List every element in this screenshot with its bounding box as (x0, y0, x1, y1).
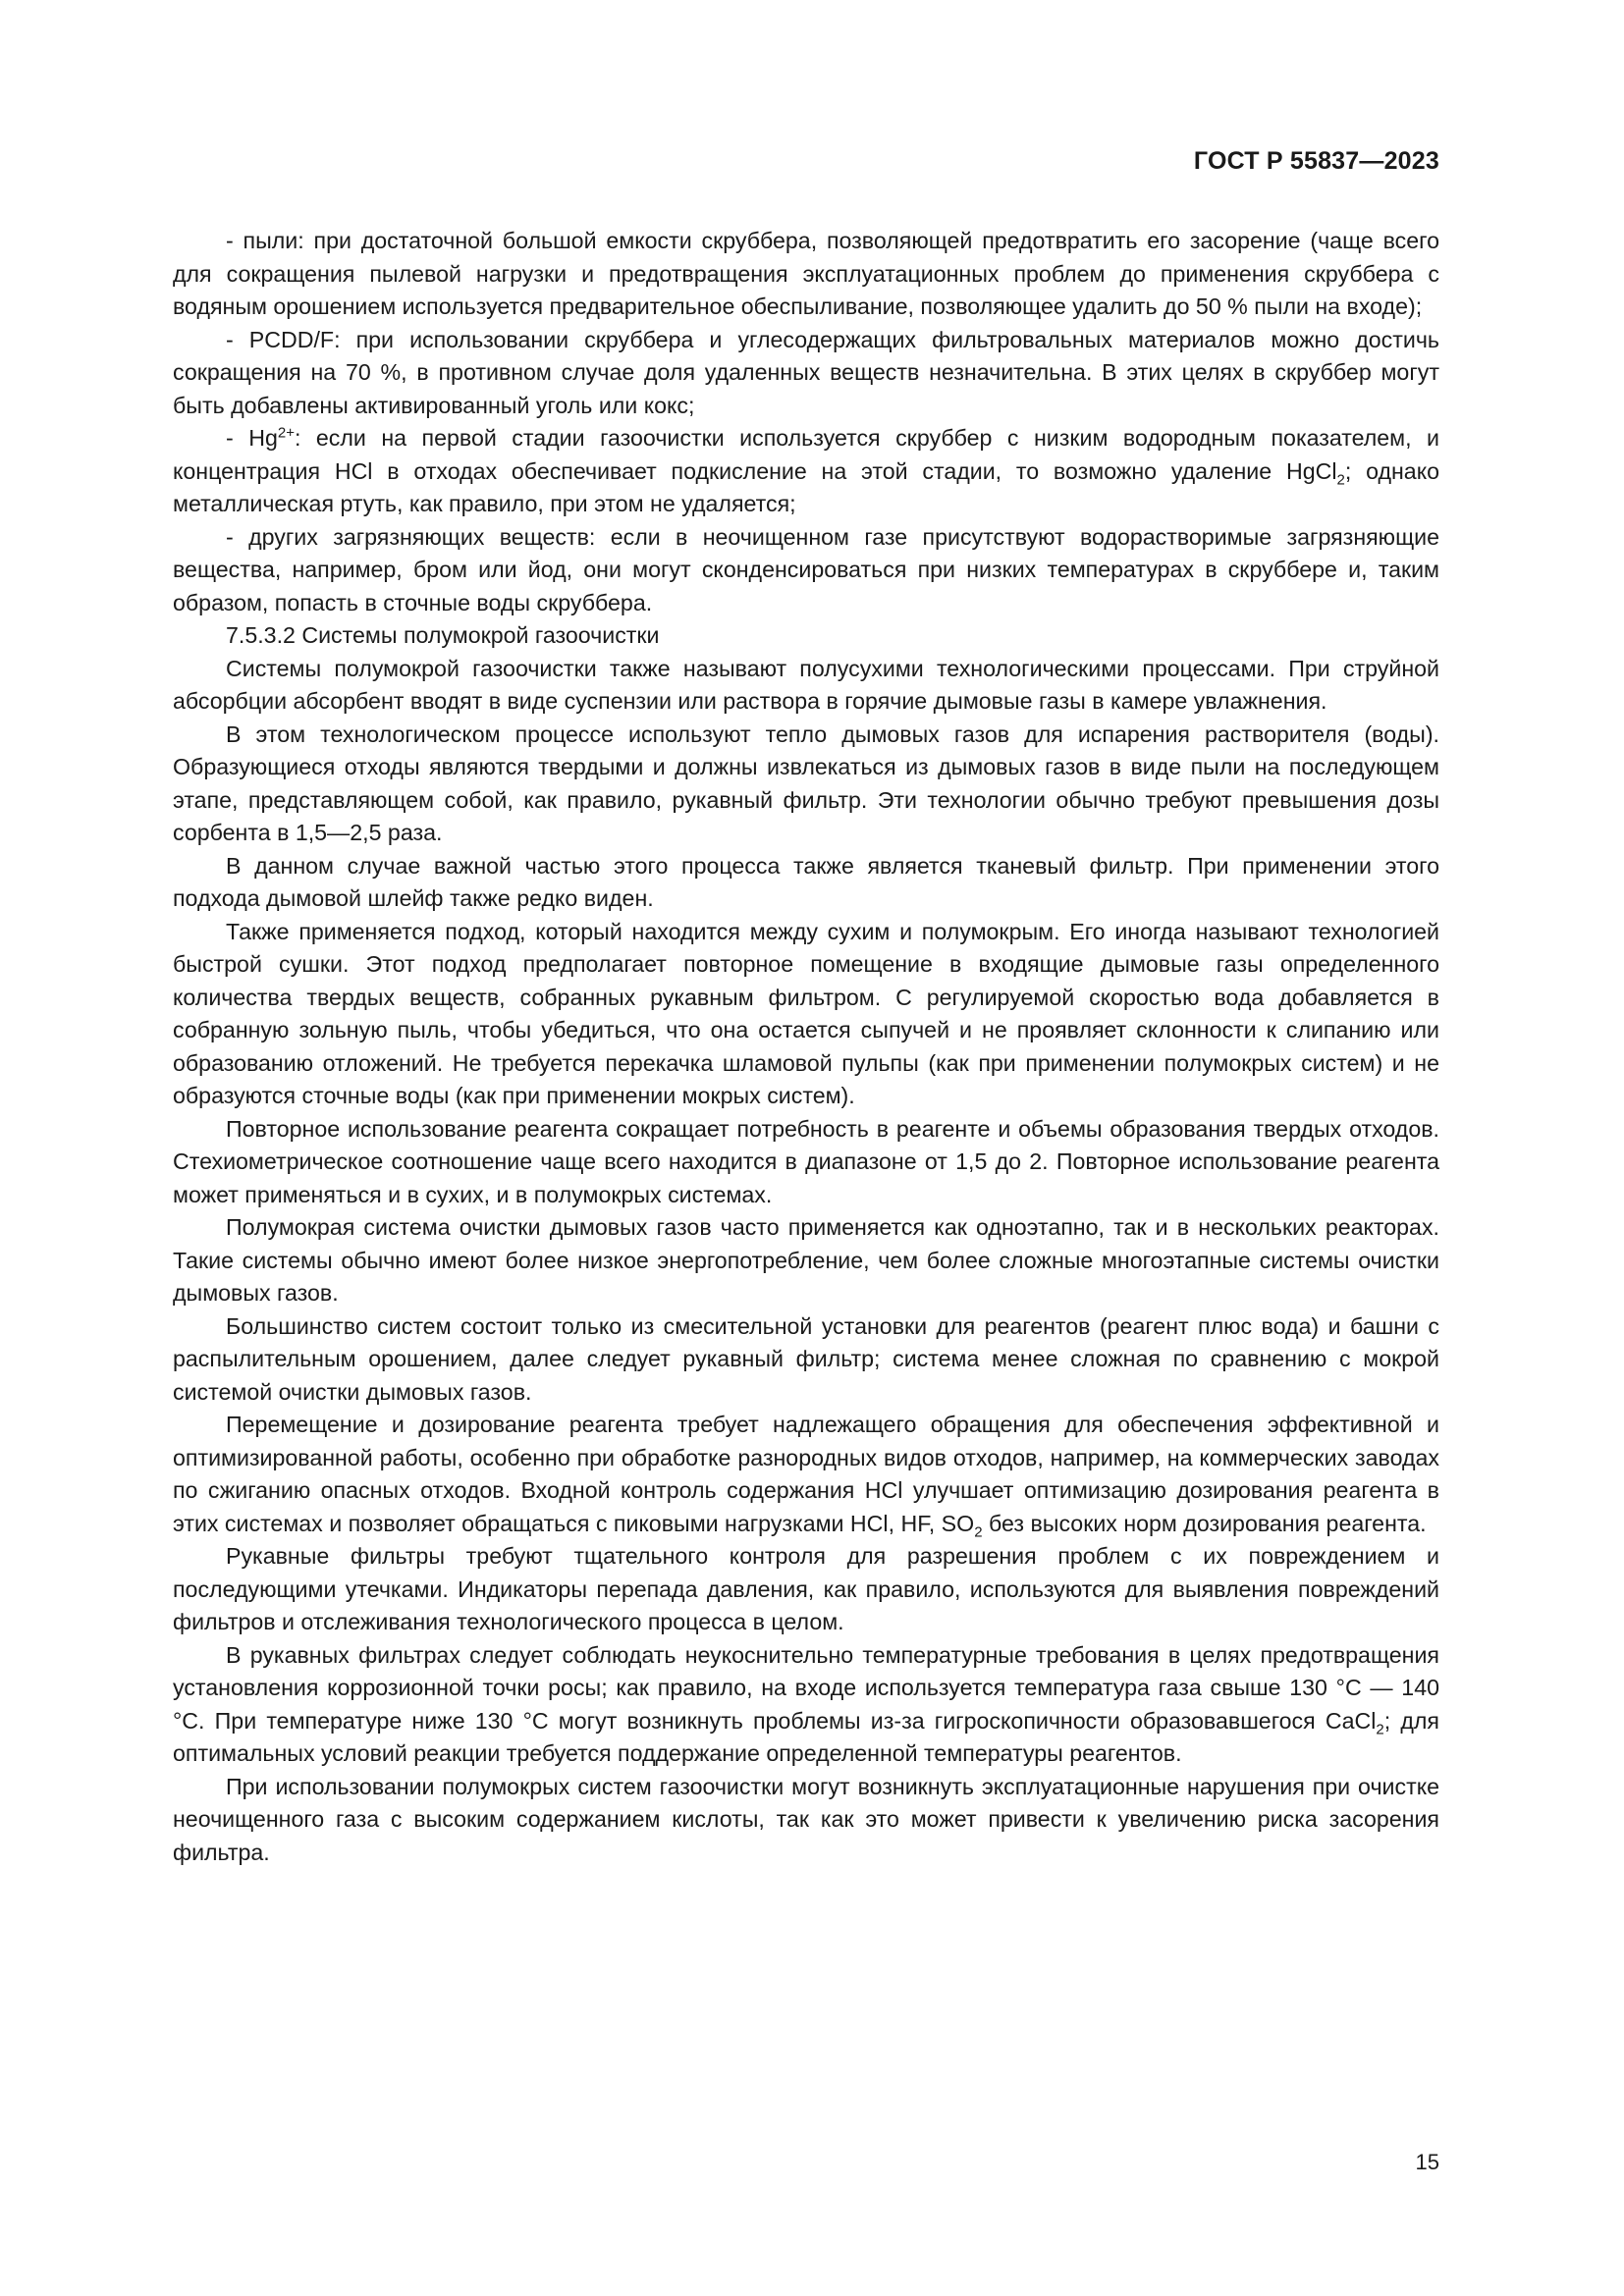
paragraph-hg (173, 422, 1439, 521)
p8-subscript: 2 (974, 1523, 983, 1541)
hg-prefix: - Hg (226, 425, 278, 451)
hg-subscript: 2 (1336, 471, 1345, 489)
paragraph-10 (173, 1639, 1439, 1771)
paragraph-dust: - пыли: при достаточной большой емкости скруббера, позволяющей предотвратить его засорение (чаще всего для сокращения пылевой нагрузки и предотвращения эксплуатационных проблем до применения скруббера с водяным орошением используется предварительное обеспыливание, позволяющее удалить до 50 % пыли на входе); (173, 228, 1439, 319)
paragraph-other: - других загрязняющих веществ: если в неочищенном газе присутствуют водорастворимые загрязняющие вещества, например, бром или йод, они могут сконденсироваться при низких температурах в скруббере и, таким образом, попасть в сточные воды скруббера. (173, 523, 1439, 615)
paragraph-9: Рукавные фильтры требуют тщательного контроля для разрешения проблем с их повреждением и последующими утечками. Индикаторы перепада давления, как правило, используются для выявления повреждений фильтров и отслеживания технологического процесса в целом. (173, 1543, 1439, 1634)
p10-subscript: 2 (1376, 1721, 1384, 1738)
paragraph-1: Системы полумокрой газоочистки также называют полусухими технологическими процессами. При струйной абсорбции абсорбент вводят в виде суспензии или раствора в горячие дымовые газы в камере увлажнения. (173, 655, 1439, 714)
hg-text-2: ; однако металлическая ртуть, как правило, при этом не удаляется; (173, 457, 1439, 516)
page-number: 15 (1415, 2150, 1439, 2174)
page-body (173, 225, 1439, 1869)
paragraph-7: Большинство систем состоит только из смесительной установки для реагентов (реагент плюс вода) и башни с распылительным орошением, далее следует рукавный фильтр; система менее сложная по сравнению с мокрой системой очистки дымовых газов. (173, 1312, 1439, 1405)
section-heading: 7.5.3.2 Системы полумокрой газоочистки (226, 622, 660, 648)
p8-text-2: без высоких норм дозирования реагента. (982, 1510, 1427, 1536)
paragraph-6: Полумокрая система очистки дымовых газов часто применяется как одноэтапно, так и в нескольких реакторах. Такие системы обычно имеют более низкое энергопотребление, чем более сложные многоэтапные системы очистки дымовых газов. (173, 1214, 1439, 1306)
paragraph-8 (173, 1409, 1439, 1540)
paragraph-11: При использовании полумокрых систем газоочистки могут возникнуть эксплуатационные нарушения при очистке неочищенного газа с высоким содержанием кислоты, так как это может привести к увеличению риска засорения фильтра. (173, 1773, 1439, 1865)
paragraph-2: В этом технологическом процессе используют тепло дымовых газов для испарения растворителя (воды). Образующиеся отходы являются твердыми и должны извлекаться из дымовых газов в виде пыли на последующем этапе, представляющем собой, как правило, рукавный фильтр. Эти технологии обычно требуют превышения дозы сорбента в 1,5—2,5 раза. (173, 721, 1439, 845)
paragraph-3: В данном случае важной частью этого процесса также является тканевый фильтр. При применении этого подхода дымовой шлейф также редко виден. (173, 852, 1439, 911)
p8-text-1: Перемещение и дозирование реагента требует надлежащего обращения для обеспечения эффективной и оптимизированной работы, особенно при обработке разнородных видов отходов, например, на коммерческих заводах по сжиганию опасных отходов. Входной контроль содержания HCl улучшает оптимизацию дозирования реагента в этих системах и позволяет обращаться с пиковыми нагрузками HCl, HF, SO (173, 1412, 1439, 1536)
p10-text-2: ; для оптимальных условий реакции требуется поддержание определенной температуры реагентов. (173, 1707, 1439, 1766)
standard-id: ГОСТ Р 55837—2023 (1193, 147, 1439, 175)
paragraph-4: Также применяется подход, который находится между сухим и полумокрым. Его иногда называют технологией быстрой сушки. Этот подход предполагает повторное помещение в входящие дымовые газы определенного количества твердых веществ, собранных рукавным фильтром. С регулируемой скоростью вода добавляется в собранную зольную пыль, чтобы убедиться, что она остается сыпучей и не проявляет склонности к слипанию или образованию отложений. Не требуется перекачка шламовой пульпы (как при применении полумокрых систем) и не образуются сточные воды (как при применении мокрых систем). (173, 918, 1439, 1108)
paragraph-pcdd: - PCDD/F: при использовании скруббера и углесодержащих фильтровальных материалов можно достичь сокращения на 70 %, в противном случае доля удаленных веществ незначительна. В этих целях в скруббер могут быть добавлены активированный уголь или кокс; (173, 326, 1439, 418)
hg-text-1: : если на первой стадии газоочистки используется скруббер с низким водородным показателем, и концентрация HCl в отходах обеспечивает подкисление на этой стадии, то возможно удаление HgCl (173, 425, 1439, 484)
paragraph-5: Повторное использование реагента сокращает потребность в реагенте и объемы образования твердых отходов. Стехиометрическое соотношение чаще всего находится в диапазоне от 1,5 до 2. Повторное использование реагента может применяться и в сухих, и в полумокрых системах. (173, 1115, 1439, 1207)
p10-text-1: В рукавных фильтрах следует соблюдать неукоснительно температурные требования в целях предотвращения установления коррозионной точки росы; как правило, на входе используется температура газа свыше 130 °С — 140 °С. При температуре ниже 130 °С могут возникнуть проблемы из-за гигроскопичности образовавшегося CaCl (173, 1641, 1439, 1734)
hg-superscript: 2+ (277, 424, 295, 442)
